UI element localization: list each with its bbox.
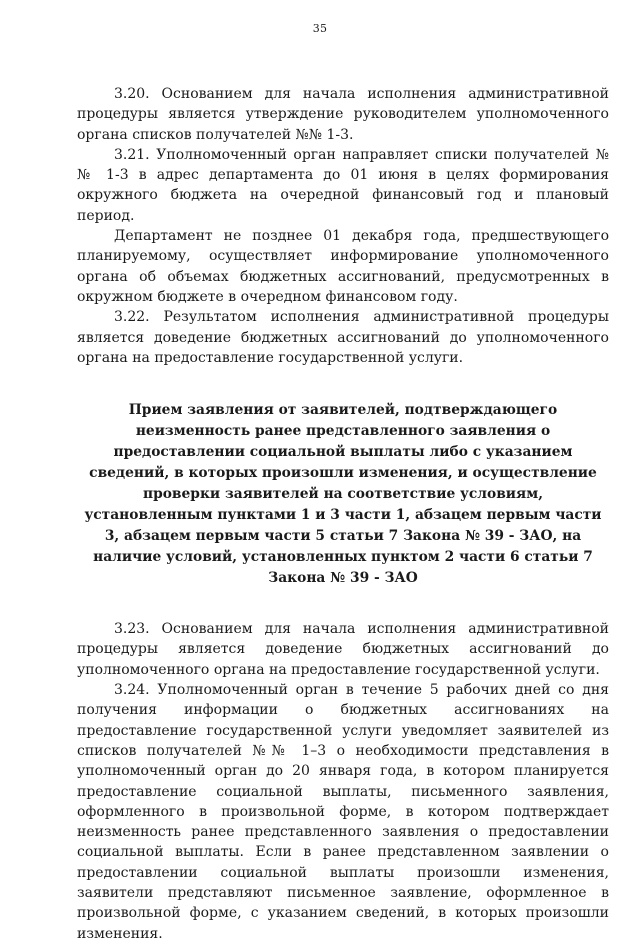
page-number: 35 <box>312 22 328 35</box>
paragraph-department: Департамент не позднее 01 декабря года, предшествующего планируемому, осуществляет информирование уполномоченного органа об объемах бюджетных ассигнований, предусмотренных в окружном бюджете в очередном финансовом году. <box>77 228 609 305</box>
document-body <box>77 84 609 944</box>
paragraph-3-22: 3.22. Результатом исполнения административной процедуры является доведение бюджетных ассигнований до уполномоченного органа на предоставление государственной услуги. <box>77 309 609 366</box>
paragraph-3-24: 3.24. Уполномоченный орган в течение 5 рабочих дней со дня получения информации о бюджетных ассигнованиях на предоставление государственной услуги уведомляет заявителей из списков получателей №№ 1–3 о необходимости представления в уполномоченный орган до 20 января года, в котором планируется предоставление социальной выплаты, письменного заявления, оформленного в произвольной форме, в котором подтверждает неизменность ранее представленного заявления о предоставлении социальной выплаты. Если в ранее представленном заявлении о предоставлении социальной выплаты произошли изменения, заявители представляют письменное заявление, оформленное в произвольной форме, с указанием сведений, в которых произошли изменения. <box>77 682 609 942</box>
section-heading: Прием заявления от заявителей, подтверждающего неизменность ранее представленного заявления о предоставлении социальной выплаты либо с указанием сведений, в которых произошли изменения, и осуществление проверки заявителей на соответствие условиям, установленным пунктами 1 и 3 части 1, абзацем первым части 3, абзацем первым части 5 статьи 7 Закона № 39 - ЗАО, на наличие условий, установленных пунктом 2 части 6 статьи 7 Закона № 39 - ЗАО <box>84 402 602 587</box>
paragraph-3-23: 3.23. Основанием для начала исполнения административной процедуры является доведение бюджетных ассигнований до уполномоченного органа на предоставление государственной услуги. <box>77 621 609 678</box>
paragraph-3-21: 3.21. Уполномоченный орган направляет списки получателей №№ 1-3 в адрес департамента до 01 июня в целях формирования окружного бюджета на очередной финансовый год и плановый период. <box>77 146 609 224</box>
paragraph-3-20: 3.20. Основанием для начала исполнения административной процедуры является утверждение руководителем уполномоченного органа списков получателей №№ 1-3. <box>77 86 609 143</box>
